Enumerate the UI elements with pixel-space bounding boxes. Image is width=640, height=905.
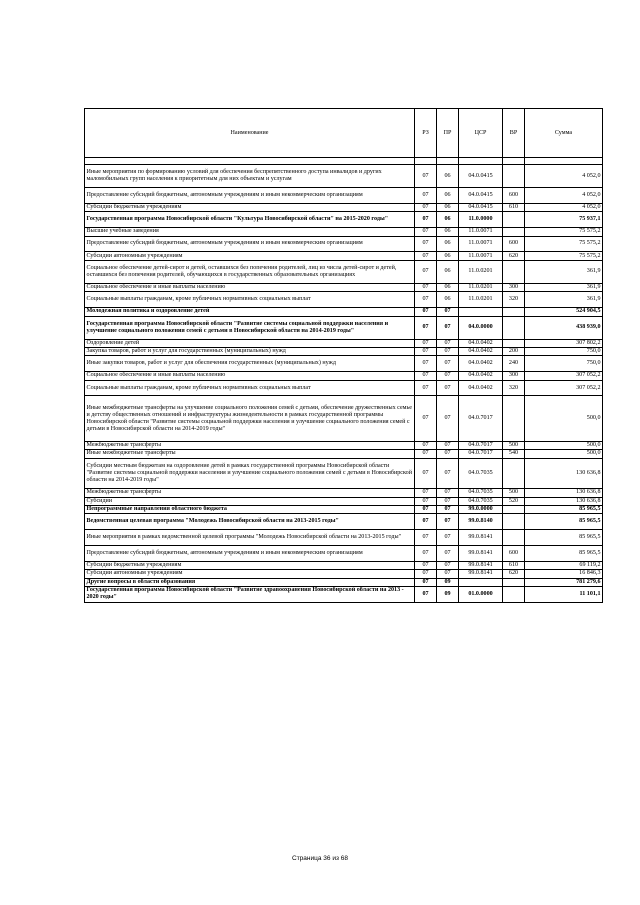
- table-header-row: [85, 109, 603, 158]
- cell-vr: 620: [503, 252, 525, 260]
- cell-csr: 04.0.0402: [459, 356, 503, 372]
- header-name: Наименование: [85, 109, 415, 158]
- cell-pr: 07: [437, 396, 459, 441]
- header-sum: Сумма: [525, 109, 603, 158]
- cell-csr: 11.0.0071: [459, 252, 503, 260]
- cell-name: Предоставление субсидий бюджетным, автономным учреждениям и иным некоммерческим организациям: [85, 188, 415, 204]
- cell-rz: 07: [415, 212, 437, 228]
- table-row: [85, 561, 603, 569]
- cell-sum: 4 052,0: [525, 165, 603, 188]
- cell-csr: 04.0.0415: [459, 188, 503, 204]
- cell-name: Предоставление субсидий бюджетным, автономным учреждениям и иным некоммерческим организациям: [85, 546, 415, 562]
- cell-csr: 11.0.0201: [459, 283, 503, 291]
- cell-rz: 07: [415, 506, 437, 514]
- cell-name: Межбюджетные трансферты: [85, 441, 415, 449]
- cell-rz: 07: [415, 497, 437, 505]
- cell-sum: 85 965,5: [525, 546, 603, 562]
- cell-sum: 85 965,5: [525, 530, 603, 546]
- cell-csr: 04.0.7017: [459, 396, 503, 441]
- cell-vr: [503, 506, 525, 514]
- cell-sum: 16 846,3: [525, 570, 603, 578]
- cell-name: Социальные выплаты гражданам, кроме публичных нормативных социальных выплат: [85, 292, 415, 308]
- cell-pr: 06: [437, 188, 459, 204]
- cell-csr: 04.0.7035: [459, 489, 503, 497]
- cell-csr: 99.0.8141: [459, 530, 503, 546]
- header-csr: ЦСР: [459, 109, 503, 158]
- cell-pr: 07: [437, 570, 459, 578]
- cell-csr: 11.0.0201: [459, 292, 503, 308]
- cell-pr: 06: [437, 252, 459, 260]
- cell-name: Другие вопросы в области образования: [85, 578, 415, 586]
- cell-vr: [503, 228, 525, 236]
- table-row: [85, 308, 603, 316]
- table-row: [85, 497, 603, 505]
- budget-table: [84, 108, 603, 603]
- cell-name: Оздоровление детей: [85, 339, 415, 347]
- cell-sum: 307 802,2: [525, 339, 603, 347]
- cell-vr: 300: [503, 283, 525, 291]
- table-row: [85, 530, 603, 546]
- cell-vr: 300: [503, 372, 525, 380]
- cell-sum: 307 052,2: [525, 380, 603, 396]
- cell-vr: 500: [503, 441, 525, 449]
- cell-rz: 07: [415, 356, 437, 372]
- cell-rz: 07: [415, 578, 437, 586]
- cell-csr: 11.0.0071: [459, 228, 503, 236]
- cell-pr: 07: [437, 372, 459, 380]
- cell-name: Государственная программа Новосибирской области "Развитие системы социальной поддержки населения и улучшение социального положения семей с детьми в Новосибирской области на 2014-2019 годы": [85, 316, 415, 339]
- cell-vr: 320: [503, 380, 525, 396]
- cell-name: Социальное обеспечение и иные выплаты населению: [85, 372, 415, 380]
- cell-vr: [503, 586, 525, 602]
- table-row: [85, 203, 603, 211]
- page-footer: Страница 36 из 68: [292, 855, 348, 862]
- cell-name: Ведомственная целевая программа "Молодежь Новосибирской области на 2013-2015 годы": [85, 514, 415, 530]
- cell-csr: 04.0.0402: [459, 372, 503, 380]
- cell-pr: 07: [437, 380, 459, 396]
- cell-rz: 07: [415, 228, 437, 236]
- cell-csr: 11.0.0201: [459, 260, 503, 283]
- cell-csr: 04.0.0402: [459, 348, 503, 356]
- cell-rz: 07: [415, 188, 437, 204]
- cell-pr: 06: [437, 228, 459, 236]
- cell-pr: 07: [437, 546, 459, 562]
- cell-pr: 07: [437, 450, 459, 458]
- cell-pr: 07: [437, 514, 459, 530]
- cell-name: Субсидии бюджетным учреждениям: [85, 203, 415, 211]
- cell-pr: 07: [437, 561, 459, 569]
- cell-rz: 07: [415, 252, 437, 260]
- table-row: [85, 506, 603, 514]
- cell-name: Иные межбюджетные трансферты: [85, 450, 415, 458]
- cell-rz: 07: [415, 530, 437, 546]
- cell-vr: 620: [503, 570, 525, 578]
- cell-csr: 04.0.0402: [459, 339, 503, 347]
- cell-pr: 07: [437, 316, 459, 339]
- cell-name: Социальное обеспечение детей-сирот и детей, оставшихся без попечения родителей, лиц из числа детей-сирот и детей, оставшихся без попечения родителей, обучающихся в государственных образовательных организациях: [85, 260, 415, 283]
- cell-sum: 524 904,5: [525, 308, 603, 316]
- cell-vr: 200: [503, 348, 525, 356]
- cell-pr: 06: [437, 165, 459, 188]
- table-row: [85, 514, 603, 530]
- cell-vr: [503, 165, 525, 188]
- table-row: [85, 260, 603, 283]
- table-row: [85, 339, 603, 347]
- cell-name: Социальное обеспечение и иные выплаты населению: [85, 283, 415, 291]
- cell-rz: 07: [415, 514, 437, 530]
- cell-vr: [503, 396, 525, 441]
- cell-vr: 500: [503, 489, 525, 497]
- cell-name: Закупка товаров, работ и услуг для государственных (муниципальных) нужд: [85, 348, 415, 356]
- cell-sum: 438 939,0: [525, 316, 603, 339]
- cell-sum: 69 119,2: [525, 561, 603, 569]
- cell-name: Социальные выплаты гражданам, кроме публичных нормативных социальных выплат: [85, 380, 415, 396]
- table-row: [85, 165, 603, 188]
- cell-pr: 07: [437, 506, 459, 514]
- cell-rz: 07: [415, 570, 437, 578]
- cell-vr: [503, 339, 525, 347]
- cell-vr: 540: [503, 450, 525, 458]
- cell-sum: 750,0: [525, 356, 603, 372]
- cell-rz: 07: [415, 489, 437, 497]
- cell-sum: 361,9: [525, 283, 603, 291]
- cell-vr: [503, 578, 525, 586]
- table-row: [85, 586, 603, 602]
- cell-pr: 09: [437, 586, 459, 602]
- cell-sum: 4 052,0: [525, 203, 603, 211]
- table-row: [85, 188, 603, 204]
- table-row: [85, 356, 603, 372]
- cell-rz: 07: [415, 380, 437, 396]
- cell-name: Высшие учебные заведения: [85, 228, 415, 236]
- cell-name: Межбюджетные трансферты: [85, 489, 415, 497]
- table-row: [85, 252, 603, 260]
- table-row: [85, 236, 603, 252]
- cell-vr: 320: [503, 292, 525, 308]
- cell-pr: 07: [437, 489, 459, 497]
- cell-vr: [503, 212, 525, 228]
- cell-name: Непрограммные направления областного бюджета: [85, 506, 415, 514]
- cell-rz: 07: [415, 283, 437, 291]
- cell-sum: 85 965,5: [525, 506, 603, 514]
- cell-vr: 240: [503, 356, 525, 372]
- cell-pr: 07: [437, 339, 459, 347]
- cell-csr: 11.0.0000: [459, 212, 503, 228]
- cell-name: Государственная программа Новосибирской области "Развитие здравоохранения Новосибирской области на 2013 - 2020 годы": [85, 586, 415, 602]
- cell-csr: 04.0.7035: [459, 497, 503, 505]
- table-row: [85, 546, 603, 562]
- cell-rz: 07: [415, 546, 437, 562]
- cell-csr: 04.0.0415: [459, 165, 503, 188]
- cell-name: Субсидии автономным учреждениям: [85, 252, 415, 260]
- cell-pr: 07: [437, 530, 459, 546]
- cell-name: Предоставление субсидий бюджетным, автономным учреждениям и иным некоммерческим организациям: [85, 236, 415, 252]
- cell-sum: 75 937,1: [525, 212, 603, 228]
- cell-vr: 610: [503, 561, 525, 569]
- cell-pr: 09: [437, 578, 459, 586]
- cell-pr: 07: [437, 308, 459, 316]
- cell-name: Субсидии автономным учреждениям: [85, 570, 415, 578]
- table-row: [85, 212, 603, 228]
- cell-pr: 07: [437, 441, 459, 449]
- cell-vr: 600: [503, 188, 525, 204]
- cell-rz: 07: [415, 292, 437, 308]
- cell-rz: 07: [415, 203, 437, 211]
- cell-pr: 07: [437, 497, 459, 505]
- cell-sum: 500,0: [525, 396, 603, 441]
- cell-name: Иные закупки товаров, работ и услуг для обеспечения государственных (муниципальных) нужд: [85, 356, 415, 372]
- cell-vr: 600: [503, 236, 525, 252]
- cell-rz: 07: [415, 561, 437, 569]
- cell-rz: 07: [415, 396, 437, 441]
- cell-rz: 07: [415, 236, 437, 252]
- cell-csr: [459, 308, 503, 316]
- cell-csr: [459, 578, 503, 586]
- cell-csr: 11.0.0071: [459, 236, 503, 252]
- cell-vr: 610: [503, 203, 525, 211]
- table-body: [85, 158, 603, 603]
- cell-sum: 85 965,5: [525, 514, 603, 530]
- cell-csr: 99.0.8141: [459, 570, 503, 578]
- cell-csr: 04.0.7035: [459, 458, 503, 489]
- cell-vr: 600: [503, 546, 525, 562]
- cell-pr: 06: [437, 236, 459, 252]
- table-row: [85, 228, 603, 236]
- cell-sum: 130 636,8: [525, 497, 603, 505]
- cell-rz: 07: [415, 441, 437, 449]
- table-row: [85, 458, 603, 489]
- cell-sum: 11 101,1: [525, 586, 603, 602]
- table-row: [85, 348, 603, 356]
- cell-name: Государственная программа Новосибирской области "Культура Новосибирской области" на 2015-2020 годы": [85, 212, 415, 228]
- cell-sum: 75 575,2: [525, 236, 603, 252]
- cell-name: Субсидии бюджетным учреждениям: [85, 561, 415, 569]
- table-row: [85, 283, 603, 291]
- table-row: [85, 316, 603, 339]
- cell-rz: 07: [415, 308, 437, 316]
- cell-name: Молодежная политика и оздоровление детей: [85, 308, 415, 316]
- cell-name: Иные межбюджетные трансферты на улучшение социального положения семей с детьми, обеспечение дружественных семье и детству общественных отношений и инфраструктуры жизнедеятельности в рамках государственной программы Новосибирской области "Развитие системы социальной поддержки населения и улучшение социального положения семей с детьми в Новосибирской области на 2014-2019 годы": [85, 396, 415, 441]
- cell-name: Иные мероприятия по формированию условий для обеспечения беспрепятственного доступа инвалидов и других маломобильных групп населения к приоритетным для них объектам и услугам: [85, 165, 415, 188]
- table-row: [85, 578, 603, 586]
- cell-sum: 750,0: [525, 348, 603, 356]
- cell-csr: 04.0.7017: [459, 450, 503, 458]
- table-row: [85, 396, 603, 441]
- cell-sum: 781 279,6: [525, 578, 603, 586]
- cell-pr: 07: [437, 356, 459, 372]
- cell-name: Иные мероприятия в рамках ведомственной целевой программы "Молодежь Новосибирской области на 2013-2015 годы": [85, 530, 415, 546]
- cell-csr: 99.0.8140: [459, 514, 503, 530]
- cell-sum: 500,0: [525, 441, 603, 449]
- cell-sum: 130 636,8: [525, 458, 603, 489]
- cell-vr: [503, 514, 525, 530]
- cell-pr: 06: [437, 212, 459, 228]
- cell-vr: 520: [503, 497, 525, 505]
- cell-vr: [503, 530, 525, 546]
- cell-sum: 307 052,2: [525, 372, 603, 380]
- cell-rz: 07: [415, 586, 437, 602]
- cell-pr: 06: [437, 260, 459, 283]
- cell-csr: 04.0.7017: [459, 441, 503, 449]
- cell-rz: 07: [415, 450, 437, 458]
- cell-csr: 01.0.0000: [459, 586, 503, 602]
- table-row: [85, 489, 603, 497]
- header-pr: ПР: [437, 109, 459, 158]
- cell-sum: 361,9: [525, 260, 603, 283]
- cell-vr: [503, 260, 525, 283]
- table-row: [85, 372, 603, 380]
- cell-rz: 07: [415, 339, 437, 347]
- cell-sum: 75 575,2: [525, 228, 603, 236]
- cell-pr: 06: [437, 283, 459, 291]
- cell-rz: 07: [415, 348, 437, 356]
- cell-pr: 06: [437, 203, 459, 211]
- cell-sum: 75 575,2: [525, 252, 603, 260]
- table-row: [85, 450, 603, 458]
- cell-csr: 99.0.0000: [459, 506, 503, 514]
- cell-sum: 130 636,8: [525, 489, 603, 497]
- cell-vr: [503, 308, 525, 316]
- cell-name: Субсидии: [85, 497, 415, 505]
- cell-name: Субсидии местным бюджетам на оздоровление детей в рамках государственной программы Новосибирской области "Развитие системы социальной поддержки населения и улучшение социального положения семей с детьми в Новосибирской области на 2014-2019 годы": [85, 458, 415, 489]
- table-row: [85, 380, 603, 396]
- cell-pr: 06: [437, 292, 459, 308]
- cell-csr: 99.0.8141: [459, 561, 503, 569]
- cell-vr: [503, 316, 525, 339]
- cell-pr: 07: [437, 348, 459, 356]
- cell-rz: 07: [415, 260, 437, 283]
- cell-csr: 99.0.8141: [459, 546, 503, 562]
- cell-vr: [503, 458, 525, 489]
- cell-pr: 07: [437, 458, 459, 489]
- table-row: [85, 292, 603, 308]
- header-vr: ВР: [503, 109, 525, 158]
- cell-rz: 07: [415, 458, 437, 489]
- cell-csr: 04.0.0402: [459, 380, 503, 396]
- cell-csr: 04.0.0000: [459, 316, 503, 339]
- spacer-row: [85, 158, 603, 165]
- cell-rz: 07: [415, 372, 437, 380]
- table-row: [85, 570, 603, 578]
- cell-sum: 500,0: [525, 450, 603, 458]
- cell-sum: 361,9: [525, 292, 603, 308]
- cell-rz: 07: [415, 165, 437, 188]
- cell-rz: 07: [415, 316, 437, 339]
- header-rz: РЗ: [415, 109, 437, 158]
- table-row: [85, 441, 603, 449]
- cell-csr: 04.0.0415: [459, 203, 503, 211]
- cell-sum: 4 052,0: [525, 188, 603, 204]
